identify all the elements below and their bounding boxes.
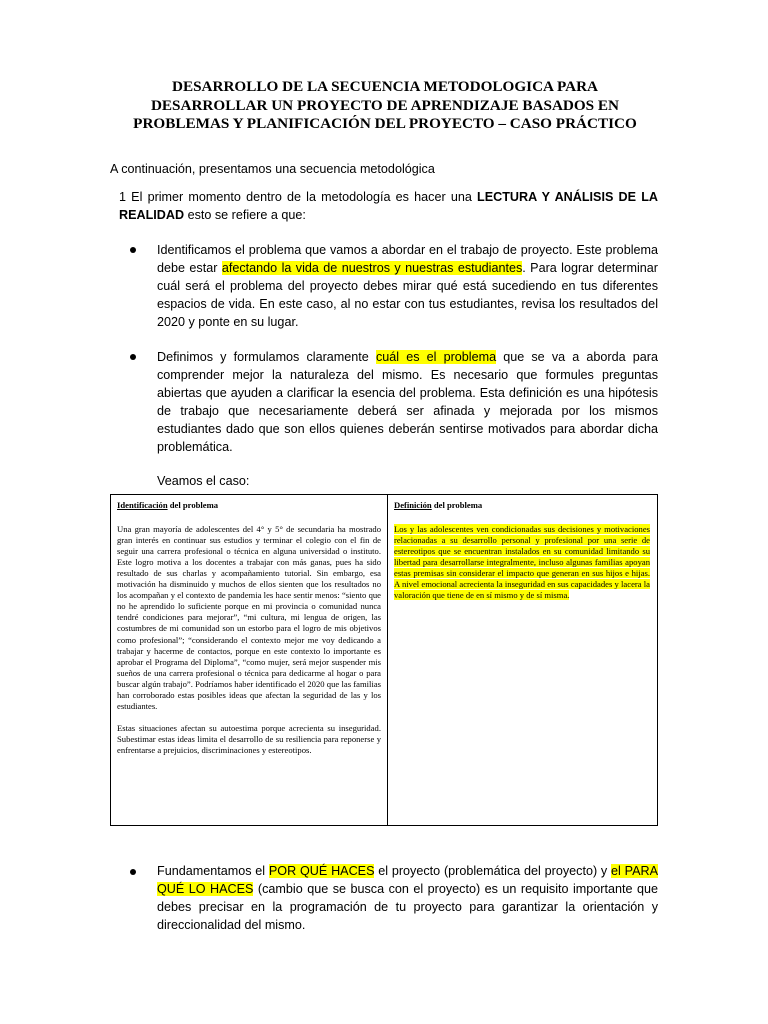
title-line-3: PROBLEMAS Y PLANIFICACIÓN DEL PROYECTO – CASO PRÁCTICO	[133, 115, 637, 132]
title-line-1: DESARROLLO DE LA SECUENCIA METODOLOGICA PARA	[171, 78, 599, 95]
right-header	[394, 500, 650, 511]
bullet-2-text-b: que se va a aborda para comprender mejor la naturaleza del mismo. Es necesario que formules preguntas abiertas que ayuden a clarificar la esencia del problema. Esta definición es una hipótesis de trabajo que necesariamente deberá ser afinada y mejorada por los mismos estudiantes dado que son ellos quienes deberán sentirse motivados para abordar dicha problemática.	[157, 350, 658, 454]
bullet-1-highlight: afectando la vida de nuestros y nuestras estudiantes	[221, 261, 523, 275]
bullet-1-text-b: . Para lograr determinar cuál será el problema del proyecto debes mirar qué está sucediendo en tus diferentes espacios de vida. En este caso, al no estar con tus estudiantes, revisa los resultados del 2020 y ponte en su lugar.	[157, 261, 658, 329]
case-label: Veamos el caso:	[157, 474, 250, 488]
bullet-3-text-a: Fundamentamos el	[157, 864, 269, 878]
bullet-3-paragraph	[157, 862, 658, 934]
bullet-3-highlight-2: el PARA QUÉ LO HACES	[157, 864, 658, 896]
bullet-2-text-a: Definimos y formulamos claramente	[157, 350, 376, 364]
title-line-2: DESARROLLAR UN PROYECTO DE APRENDIZAJE BASADOS EN	[150, 96, 620, 114]
left-header	[117, 500, 381, 511]
table-divider	[387, 495, 388, 825]
step-1-post: esto se refiere a que:	[184, 208, 306, 222]
bullet-1-text-a: Identificamos el problema que vamos a abordar en el trabajo de proyecto. Este problema debe estar	[157, 243, 658, 275]
bullet-dot	[130, 869, 136, 875]
problem-table	[110, 494, 658, 826]
right-header-underlined: Definición	[394, 500, 432, 510]
bullet-3-text-b: el proyecto (problemática del proyecto) y	[374, 864, 612, 878]
left-header-rest: del problema	[167, 500, 219, 510]
right-paragraph-1: Los y las adolescentes ven condicionadas sus decisiones y motivaciones relacionadas a su desarrollo personal y profesional por una serie de estereotipos que se encuentran instalados en su comunidad limitando su libertad para desarrollarse integralmente, incluso algunas familias apoyan estas premisas sin considerar el impacto que generan en sus hijos e hijas. A nivel emocional acrecienta la inseguridad en sus capacidades y lacera la valoración que tiene de en sí mismo y de sí misma.	[394, 524, 650, 601]
bullet-dot	[130, 247, 136, 253]
bullet-2-highlight: cuál es el problema	[375, 350, 497, 364]
left-paragraph-2: Estas situaciones afectan su autoestima porque acrecienta su inseguridad. Subestimar estas ideas limita el desarrollo de su resiliencia para reponerse y enfrentarse a prejuicios, discriminaciones y estereotipos.	[117, 722, 381, 755]
left-header-underlined: Identificación	[117, 500, 168, 510]
bullet-3-text-c: (cambio que se busca con el proyecto) es un requisito importante que debes precisar en la programación de tu proyecto para garantizar la orientación y direccionalidad del mismo.	[157, 882, 658, 932]
left-paragraph-1: Una gran mayoría de adolescentes del 4° y 5° de secundaria ha mostrado gran interés en continuar sus estudios y terminar el colegio con el fin de seguir una carrera profesional o técnica en alguna universidad o instituto. Este logro motiva a los docentes a trabajar con más ganas, pues ha sido resultado de sus charlas y acompañamiento tutorial. Sin embargo, esa motivación ha disminuido y muchos de ellos sienten que los resultados no los acompañan y el contexto de pandemia les hace sentir menos: “siento que no he aprendido lo suficiente porque en mi provincia o comunidad nunca tendré condiciones para mejorar”, “mi cultura, mi lengua de origen, las costumbres de mi comunidad son un estorbo para el logro de mis objetivos como profesional”; “considerando el contexto mejor me voy dedicando a trabajar y hacerme de contactos, porque en este contexto lo importante es aprobar el Programa del Diploma”, “como mujer, será mejor suspender mis sueños de una carrera profesional o técnica para dedicarme al hogar o para buscar algún trabajo”. Podríamos haber identificado el 2020 que las familias han corroborado estas posibles ideas que afectan la seguridad de las y los estudiantes.	[117, 524, 381, 711]
bullet-3-highlight-1: POR QUÉ HACES	[268, 864, 375, 878]
step-1-bold: LECTURA Y ANÁLISIS DE LA REALIDAD	[119, 190, 658, 222]
table-left-column	[117, 500, 381, 756]
step-1-pre: 1 El primer momento dentro de la metodología es hacer una	[119, 190, 478, 204]
step-1-paragraph	[119, 188, 658, 224]
bullet-dot	[130, 354, 136, 360]
intro-text: A continuación, presentamos una secuencia metodológica	[110, 162, 435, 176]
bullet-2-paragraph	[157, 348, 658, 456]
right-header-rest: del problema	[431, 500, 483, 510]
document-title	[90, 78, 680, 134]
bullet-1-paragraph	[157, 241, 658, 331]
table-right-column	[394, 500, 650, 601]
